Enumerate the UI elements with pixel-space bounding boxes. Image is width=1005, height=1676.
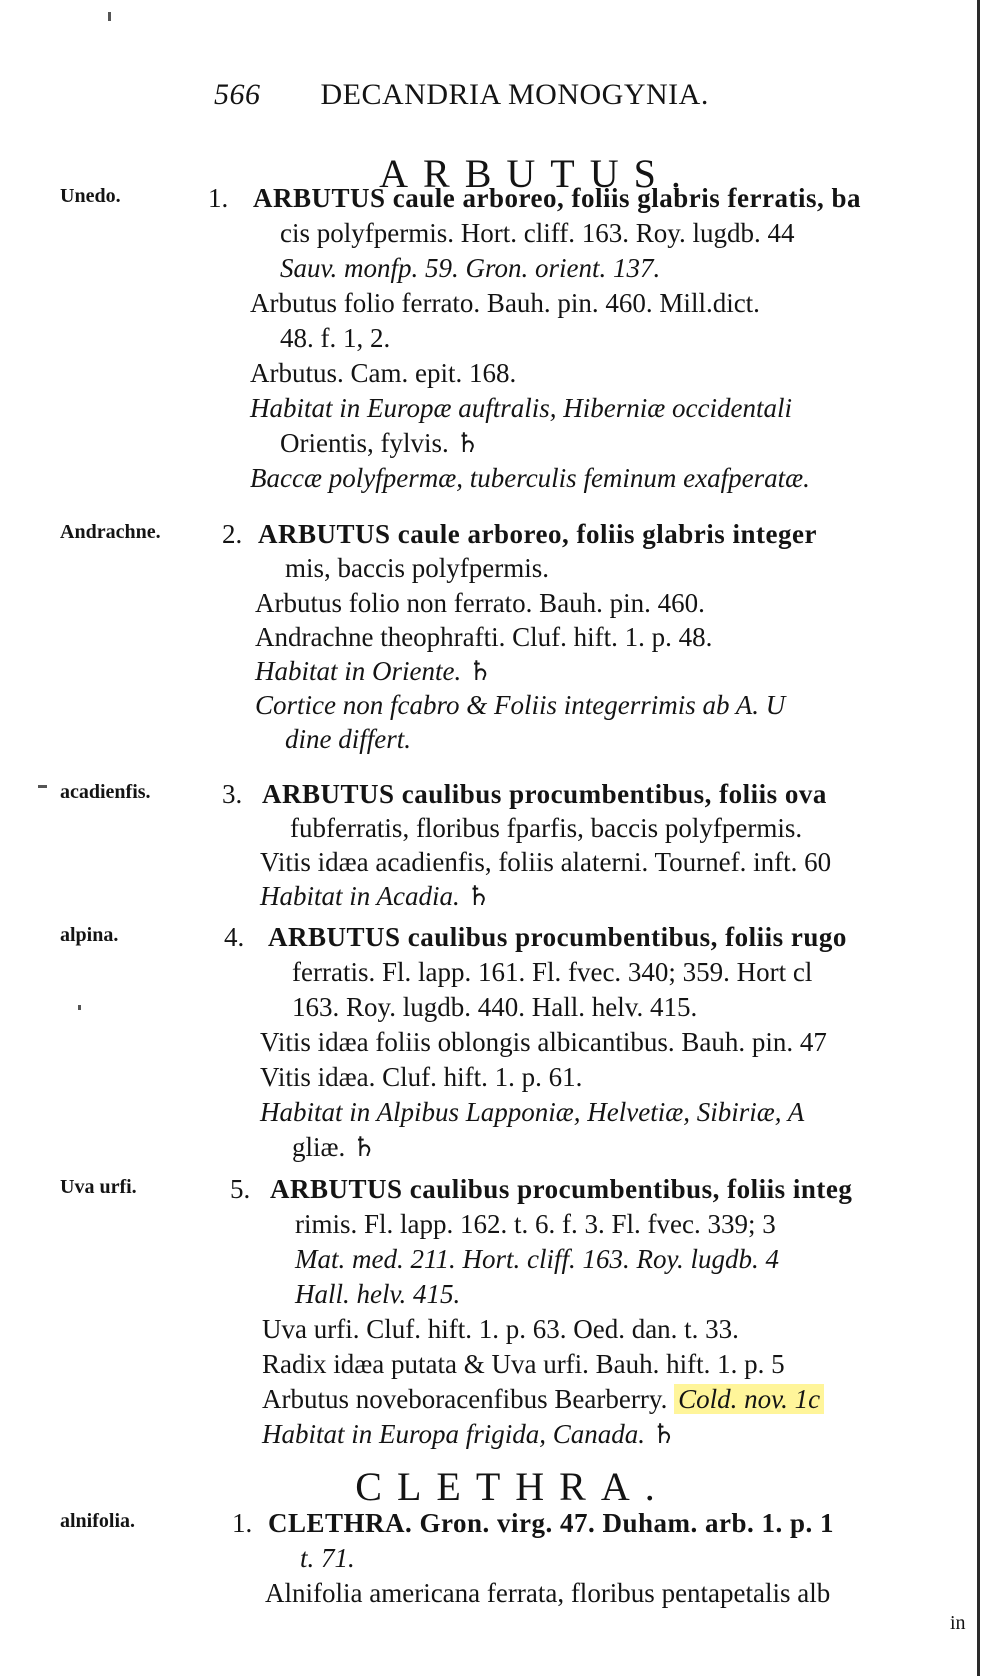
synonym-line: Arbutus folio non ferrato. Bauh. pin. 460.: [255, 588, 705, 618]
highlighted-citation: Cold. nov. 1c: [674, 1384, 824, 1414]
synonym-line: Arbutus. Cam. epit. 168.: [250, 358, 517, 388]
synonym-line: rimis. Fl. lapp. 162. t. 6. f. 3. Fl. fvec. 339; 3: [295, 1209, 776, 1239]
habitat-line: Orientis, fylvis. ♄: [280, 428, 480, 458]
genus-heading-arbutus: ARBUTUS.: [379, 151, 696, 196]
entry-number: 5.: [230, 1174, 251, 1204]
synonym-line: Uva urfi. Cluf. hift. 1. p. 63. Oed. dan. t. 33.: [262, 1314, 739, 1344]
diagnosis-line: mis, baccis polyfpermis.: [285, 553, 549, 583]
diagnosis-line: ARBUTUS caule arboreo, foliis glabris integer: [258, 519, 817, 549]
habitat-line: Habitat in Oriente. ♄: [255, 656, 493, 686]
synonym-line: [262, 1384, 824, 1415]
habitat-line: Habitat in Acadia. ♄: [260, 881, 491, 911]
entry-number: 1.: [208, 183, 229, 213]
synonym-line: Mat. med. 211. Hort. cliff. 163. Roy. lugdb. 4: [295, 1244, 779, 1274]
trivial-name: alnifolia.: [60, 1510, 136, 1532]
trivial-name: acadienfis.: [60, 781, 151, 803]
page-title: DECANDRIA MONOGYNIA.: [320, 78, 709, 111]
entry-number: 3.: [222, 779, 243, 809]
habitat-line: Habitat in Alpibus Lapponiæ, Helvetiæ, Sibiriæ, A: [260, 1097, 805, 1127]
synonym-line: cis polyfpermis. Hort. cliff. 163. Roy. lugdb. 44: [280, 218, 795, 248]
diagnosis-line: ARBUTUS caulibus procumbentibus, foliis ova: [262, 779, 827, 809]
synonym-line: 48. f. 1, 2.: [280, 323, 391, 353]
habitat-line: Habitat in Europa frigida, Canada. ♄: [262, 1419, 676, 1449]
synonym-text: Arbutus noveboracenfibus Bearberry.: [262, 1384, 668, 1414]
trivial-name: Unedo.: [60, 185, 121, 207]
scan-mark: [78, 1005, 81, 1010]
entry-number: 4.: [224, 922, 245, 952]
page-number: 566: [214, 78, 261, 111]
synonym-line: 163. Roy. lugdb. 440. Hall. helv. 415.: [292, 992, 698, 1022]
diagnosis-line: ARBUTUS caulibus procumbentibus, foliis integ: [270, 1174, 853, 1204]
trivial-name: Uva urfi.: [60, 1176, 137, 1198]
entry-number: 2.: [222, 519, 243, 549]
synonym-line: ferratis. Fl. lapp. 161. Fl. fvec. 340; 359. Hort cl: [292, 957, 813, 987]
diagnosis-line: ARBUTUS caule arboreo, foliis glabris ferratis, ba: [253, 183, 861, 213]
synonym-line: Alnifolia americana ferrata, floribus pentapetalis alb: [265, 1578, 831, 1608]
synonym-line: Vitis idæa. Cluf. hift. 1. p. 61.: [260, 1062, 583, 1092]
scan-mark: [38, 785, 47, 788]
synonym-line: Vitis idæa acadienfis, foliis alaterni. Tournef. inft. 60: [260, 847, 832, 877]
trivial-name: Andrachne.: [60, 521, 161, 543]
synonym-line: Arbutus folio ferrato. Bauh. pin. 460. Mill.dict.: [250, 288, 760, 318]
note-line: Cortice non fcabro & Foliis integerrimis ab A. U: [255, 690, 786, 720]
entry-number: 1.: [232, 1508, 253, 1538]
genus-heading-clethra: CLETHRA.: [355, 1464, 670, 1509]
scan-mark: [108, 12, 111, 21]
catchword: in: [950, 1612, 966, 1634]
synonym-line: Radix idæa putata & Uva urfi. Bauh. hift. 1. p. 5: [262, 1349, 785, 1379]
diagnosis-line: ARBUTUS caulibus procumbentibus, foliis rugo: [268, 922, 847, 952]
running-header: [214, 78, 709, 112]
synonym-line: Hall. helv. 415.: [295, 1279, 461, 1309]
synonym-line: Vitis idæa foliis oblongis albicantibus. Bauh. pin. 47: [260, 1027, 827, 1057]
note-line: dine differt.: [285, 724, 411, 754]
diagnosis-line: CLETHRA. Gron. virg. 47. Duham. arb. 1. p. 1: [268, 1508, 835, 1538]
trivial-name: alpina.: [60, 924, 119, 946]
note-line: Baccæ polyfpermæ, tuberculis feminum exafperatæ.: [250, 463, 810, 493]
diagnosis-line: fubferratis, floribus fparfis, baccis polyfpermis.: [290, 813, 803, 843]
synonym-line: Andrachne theophrafti. Cluf. hift. 1. p. 48.: [255, 622, 713, 652]
synonym-line: Sauv. monfp. 59. Gron. orient. 137.: [280, 253, 661, 283]
habitat-line: gliæ. ♄: [292, 1132, 377, 1162]
habitat-line: Habitat in Europæ auftralis, Hiberniæ occidentali: [250, 393, 792, 423]
synonym-line: t. 71.: [300, 1543, 355, 1573]
page-edge-line: [977, 0, 980, 1676]
